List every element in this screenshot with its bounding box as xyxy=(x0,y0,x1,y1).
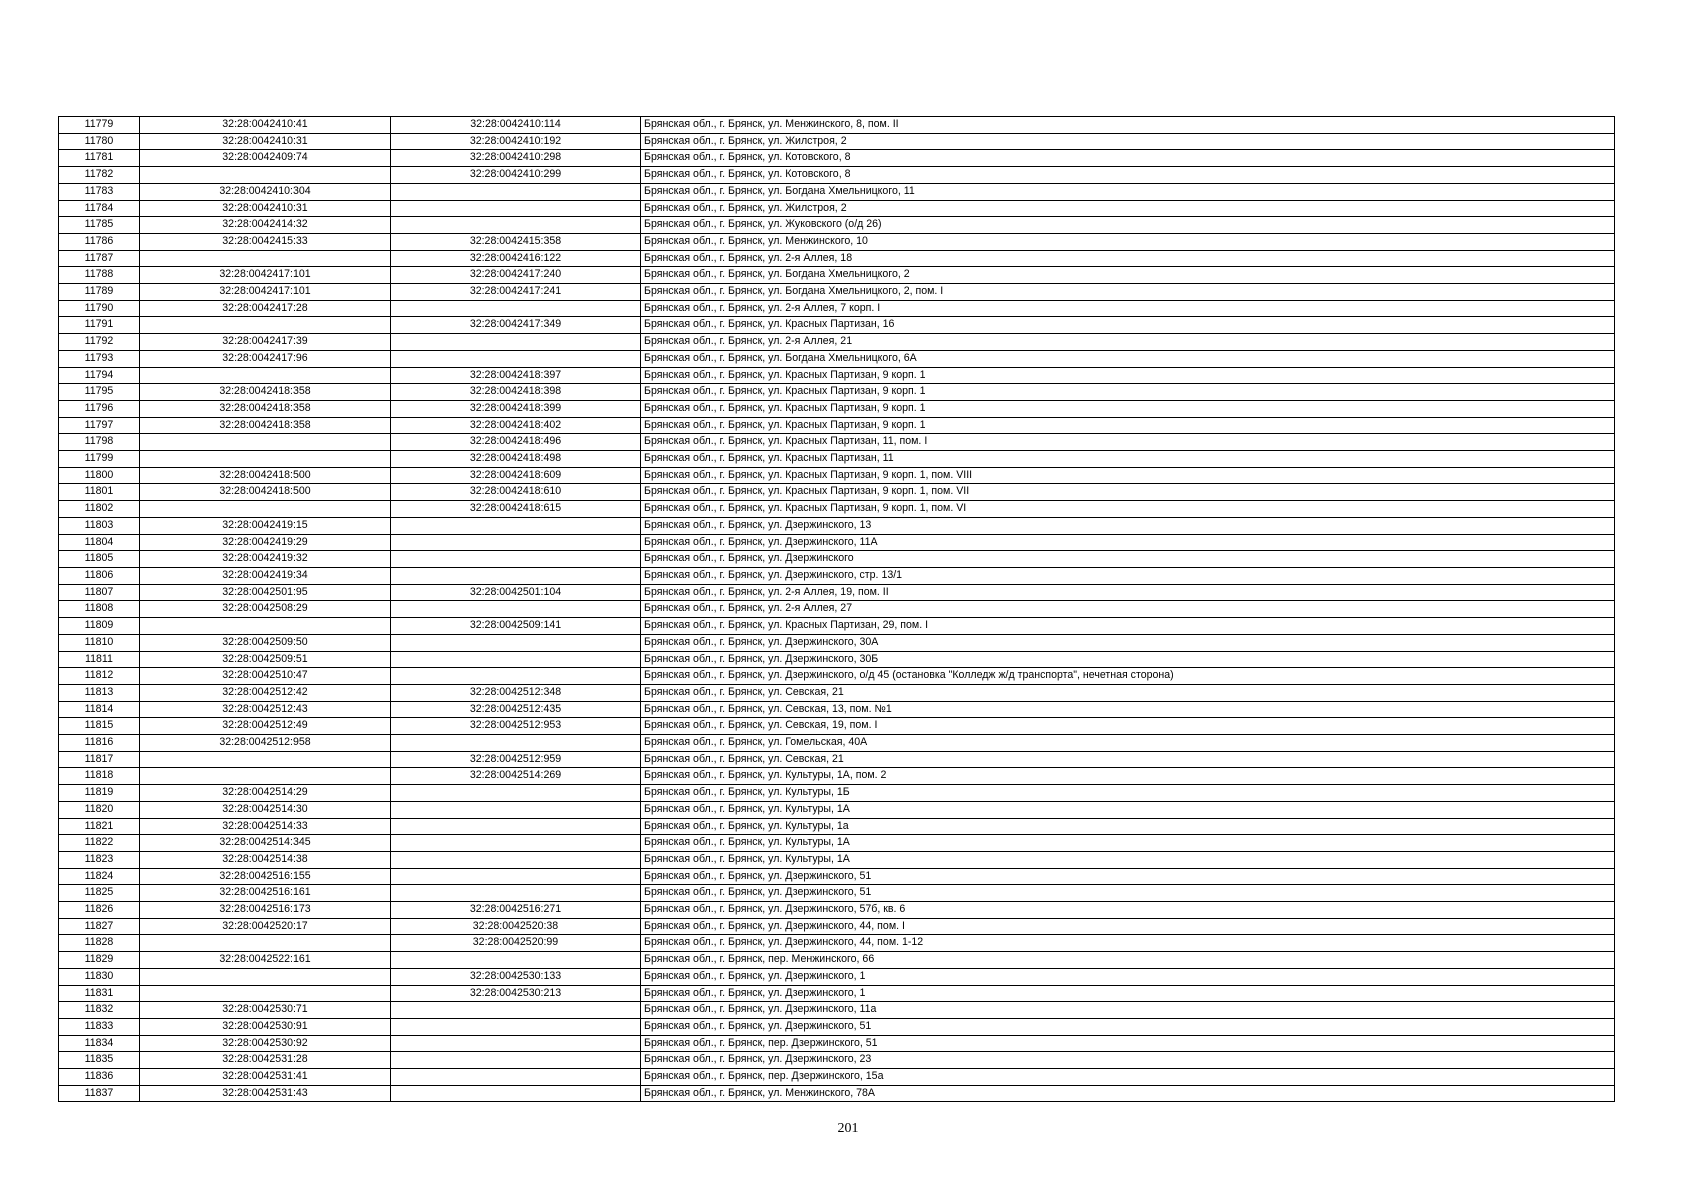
table-row xyxy=(59,551,1615,568)
table-row xyxy=(59,167,1615,184)
object-cadastral-cell: 32:28:0042516:271 xyxy=(391,902,641,919)
land-cadastral-cell xyxy=(140,968,391,985)
row-number-cell: 11798 xyxy=(59,434,140,451)
land-cadastral-cell: 32:28:0042514:33 xyxy=(140,818,391,835)
address-cell: Брянская обл., г. Брянск, ул. Красных Партизан, 29, пом. I xyxy=(641,618,1615,635)
land-cadastral-cell: 32:28:0042501:95 xyxy=(140,584,391,601)
table-body xyxy=(59,117,1615,1102)
object-cadastral-cell xyxy=(391,1018,641,1035)
address-cell: Брянская обл., г. Брянск, ул. Севская, 19, пом. I xyxy=(641,718,1615,735)
land-cadastral-cell: 32:28:0042409:74 xyxy=(140,150,391,167)
object-cadastral-cell: 32:28:0042410:298 xyxy=(391,150,641,167)
row-number-cell: 11803 xyxy=(59,517,140,534)
table-row xyxy=(59,350,1615,367)
table-row xyxy=(59,300,1615,317)
row-number-cell: 11833 xyxy=(59,1018,140,1035)
object-cadastral-cell: 32:28:0042418:610 xyxy=(391,484,641,501)
row-number-cell: 11817 xyxy=(59,751,140,768)
row-number-cell: 11811 xyxy=(59,651,140,668)
land-cadastral-cell xyxy=(140,434,391,451)
table-row xyxy=(59,233,1615,250)
object-cadastral-cell xyxy=(391,1002,641,1019)
address-cell: Брянская обл., г. Брянск, ул. Культуры, 1А xyxy=(641,835,1615,852)
table-row xyxy=(59,735,1615,752)
row-number-cell: 11804 xyxy=(59,534,140,551)
address-cell: Брянская обл., г. Брянск, ул. Культуры, 1а xyxy=(641,818,1615,835)
row-number-cell: 11810 xyxy=(59,634,140,651)
row-number-cell: 11824 xyxy=(59,868,140,885)
land-cadastral-cell: 32:28:0042419:29 xyxy=(140,534,391,551)
table-row xyxy=(59,200,1615,217)
table-row xyxy=(59,851,1615,868)
address-cell: Брянская обл., г. Брянск, ул. 2-я Аллея, 7 корп. I xyxy=(641,300,1615,317)
address-cell: Брянская обл., г. Брянск, ул. Культуры, 1А xyxy=(641,851,1615,868)
address-cell: Брянская обл., г. Брянск, ул. Жилстроя, 2 xyxy=(641,133,1615,150)
land-cadastral-cell: 32:28:0042516:173 xyxy=(140,902,391,919)
address-cell: Брянская обл., г. Брянск, ул. Красных Партизан, 9 корп. 1 xyxy=(641,417,1615,434)
table-row xyxy=(59,818,1615,835)
object-cadastral-cell xyxy=(391,200,641,217)
object-cadastral-cell xyxy=(391,1035,641,1052)
object-cadastral-cell: 32:28:0042509:141 xyxy=(391,618,641,635)
row-number-cell: 11801 xyxy=(59,484,140,501)
object-cadastral-cell: 32:28:0042418:397 xyxy=(391,367,641,384)
table-row xyxy=(59,1018,1615,1035)
address-cell: Брянская обл., г. Брянск, ул. Котовского, 8 xyxy=(641,150,1615,167)
row-number-cell: 11821 xyxy=(59,818,140,835)
row-number-cell: 11835 xyxy=(59,1052,140,1069)
address-cell: Брянская обл., г. Брянск, ул. Культуры, 1Б xyxy=(641,785,1615,802)
row-number-cell: 11827 xyxy=(59,918,140,935)
object-cadastral-cell xyxy=(391,601,641,618)
address-cell: Брянская обл., г. Брянск, ул. Богдана Хмельницкого, 11 xyxy=(641,183,1615,200)
address-cell: Брянская обл., г. Брянск, ул. Менжинского, 78А xyxy=(641,1085,1615,1102)
land-cadastral-cell: 32:28:0042531:41 xyxy=(140,1069,391,1086)
address-cell: Брянская обл., г. Брянск, ул. Жилстроя, 2 xyxy=(641,200,1615,217)
table-row xyxy=(59,183,1615,200)
row-number-cell: 11794 xyxy=(59,367,140,384)
object-cadastral-cell: 32:28:0042512:953 xyxy=(391,718,641,735)
table-row xyxy=(59,517,1615,534)
land-cadastral-cell: 32:28:0042530:92 xyxy=(140,1035,391,1052)
object-cadastral-cell xyxy=(391,851,641,868)
row-number-cell: 11806 xyxy=(59,567,140,584)
row-number-cell: 11831 xyxy=(59,985,140,1002)
object-cadastral-cell xyxy=(391,885,641,902)
address-cell: Брянская обл., г. Брянск, ул. Дзержинского, 11А xyxy=(641,534,1615,551)
address-cell: Брянская обл., г. Брянск, ул. Гомельская, 40А xyxy=(641,735,1615,752)
object-cadastral-cell xyxy=(391,634,641,651)
object-cadastral-cell xyxy=(391,868,641,885)
land-cadastral-cell: 32:28:0042418:500 xyxy=(140,467,391,484)
object-cadastral-cell: 32:28:0042514:269 xyxy=(391,768,641,785)
object-cadastral-cell xyxy=(391,952,641,969)
table-row xyxy=(59,885,1615,902)
address-cell: Брянская обл., г. Брянск, ул. Богдана Хмельницкого, 2, пом. I xyxy=(641,284,1615,301)
land-cadastral-cell: 32:28:0042514:345 xyxy=(140,835,391,852)
row-number-cell: 11820 xyxy=(59,801,140,818)
land-cadastral-cell xyxy=(140,367,391,384)
object-cadastral-cell xyxy=(391,217,641,234)
object-cadastral-cell xyxy=(391,785,641,802)
object-cadastral-cell xyxy=(391,534,641,551)
table-row xyxy=(59,217,1615,234)
row-number-cell: 11792 xyxy=(59,334,140,351)
land-cadastral-cell: 32:28:0042415:33 xyxy=(140,233,391,250)
page-number: 201 xyxy=(837,1121,859,1136)
row-number-cell: 11837 xyxy=(59,1085,140,1102)
address-cell: Брянская обл., г. Брянск, ул. Дзержинского, 30Б xyxy=(641,651,1615,668)
table-row xyxy=(59,367,1615,384)
table-row xyxy=(59,1052,1615,1069)
object-cadastral-cell: 32:28:0042501:104 xyxy=(391,584,641,601)
land-cadastral-cell: 32:28:0042509:50 xyxy=(140,634,391,651)
table-row xyxy=(59,868,1615,885)
table-row xyxy=(59,117,1615,134)
address-cell: Брянская обл., г. Брянск, ул. 2-я Аллея, 21 xyxy=(641,334,1615,351)
table-row xyxy=(59,567,1615,584)
address-cell: Брянская обл., г. Брянск, ул. 2-я Аллея, 19, пом. II xyxy=(641,584,1615,601)
table-row xyxy=(59,250,1615,267)
address-cell: Брянская обл., г. Брянск, пер. Дзержинского, 15а xyxy=(641,1069,1615,1086)
land-cadastral-cell xyxy=(140,768,391,785)
land-cadastral-cell: 32:28:0042418:358 xyxy=(140,417,391,434)
table-row xyxy=(59,317,1615,334)
land-cadastral-cell: 32:28:0042417:39 xyxy=(140,334,391,351)
object-cadastral-cell xyxy=(391,300,641,317)
address-cell: Брянская обл., г. Брянск, ул. Дзержинского, о/д 45 (остановка "Колледж ж/д транспорта", нечетная сторона) xyxy=(641,668,1615,685)
object-cadastral-cell: 32:28:0042417:240 xyxy=(391,267,641,284)
row-number-cell: 11797 xyxy=(59,417,140,434)
land-cadastral-cell: 32:28:0042419:34 xyxy=(140,567,391,584)
address-cell: Брянская обл., г. Брянск, ул. Дзержинского, 51 xyxy=(641,1018,1615,1035)
land-cadastral-cell xyxy=(140,618,391,635)
land-cadastral-cell: 32:28:0042419:15 xyxy=(140,517,391,534)
table-row xyxy=(59,400,1615,417)
land-cadastral-cell: 32:28:0042531:28 xyxy=(140,1052,391,1069)
land-cadastral-cell: 32:28:0042514:29 xyxy=(140,785,391,802)
land-cadastral-cell: 32:28:0042419:32 xyxy=(140,551,391,568)
address-cell: Брянская обл., г. Брянск, ул. Дзержинского, 11а xyxy=(641,1002,1615,1019)
row-number-cell: 11826 xyxy=(59,902,140,919)
address-cell: Брянская обл., г. Брянск, ул. Дзержинского xyxy=(641,551,1615,568)
address-cell: Брянская обл., г. Брянск, ул. Красных Партизан, 11 xyxy=(641,451,1615,468)
row-number-cell: 11818 xyxy=(59,768,140,785)
object-cadastral-cell: 32:28:0042520:99 xyxy=(391,935,641,952)
row-number-cell: 11783 xyxy=(59,183,140,200)
land-cadastral-cell: 32:28:0042512:42 xyxy=(140,684,391,701)
address-cell: Брянская обл., г. Брянск, ул. Красных Партизан, 9 корп. 1 xyxy=(641,400,1615,417)
row-number-cell: 11819 xyxy=(59,785,140,802)
row-number-cell: 11814 xyxy=(59,701,140,718)
land-cadastral-cell: 32:28:0042530:71 xyxy=(140,1002,391,1019)
object-cadastral-cell xyxy=(391,1085,641,1102)
land-cadastral-cell xyxy=(140,167,391,184)
address-cell: Брянская обл., г. Брянск, ул. Дзержинского, 1 xyxy=(641,985,1615,1002)
table-row xyxy=(59,434,1615,451)
table-row xyxy=(59,785,1615,802)
object-cadastral-cell xyxy=(391,1069,641,1086)
land-cadastral-cell: 32:28:0042512:49 xyxy=(140,718,391,735)
land-cadastral-cell: 32:28:0042522:161 xyxy=(140,952,391,969)
address-cell: Брянская обл., г. Брянск, ул. Красных Партизан, 9 корп. 1, пом. VII xyxy=(641,484,1615,501)
land-cadastral-cell: 32:28:0042509:51 xyxy=(140,651,391,668)
table-row xyxy=(59,935,1615,952)
object-cadastral-cell xyxy=(391,835,641,852)
table-row xyxy=(59,133,1615,150)
row-number-cell: 11816 xyxy=(59,735,140,752)
table-row xyxy=(59,451,1615,468)
address-cell: Брянская обл., г. Брянск, ул. Дзержинского, 44, пом. I xyxy=(641,918,1615,935)
land-cadastral-cell: 32:28:0042418:358 xyxy=(140,384,391,401)
row-number-cell: 11779 xyxy=(59,117,140,134)
land-cadastral-cell xyxy=(140,985,391,1002)
address-cell: Брянская обл., г. Брянск, ул. Севская, 21 xyxy=(641,751,1615,768)
land-cadastral-cell: 32:28:0042417:96 xyxy=(140,350,391,367)
address-cell: Брянская обл., г. Брянск, ул. Менжинского, 8, пом. II xyxy=(641,117,1615,134)
object-cadastral-cell xyxy=(391,334,641,351)
table-row xyxy=(59,1085,1615,1102)
address-cell: Брянская обл., г. Брянск, ул. Красных Партизан, 9 корп. 1 xyxy=(641,367,1615,384)
table-row xyxy=(59,384,1615,401)
table-row xyxy=(59,1035,1615,1052)
land-cadastral-cell: 32:28:0042512:958 xyxy=(140,735,391,752)
address-cell: Брянская обл., г. Брянск, пер. Менжинского, 66 xyxy=(641,952,1615,969)
land-cadastral-cell: 32:28:0042512:43 xyxy=(140,701,391,718)
object-cadastral-cell xyxy=(391,735,641,752)
row-number-cell: 11828 xyxy=(59,935,140,952)
address-cell: Брянская обл., г. Брянск, ул. Жуковского (о/д 26) xyxy=(641,217,1615,234)
object-cadastral-cell: 32:28:0042418:615 xyxy=(391,501,641,518)
row-number-cell: 11780 xyxy=(59,133,140,150)
table-row xyxy=(59,768,1615,785)
address-cell: Брянская обл., г. Брянск, ул. Дзержинского, 23 xyxy=(641,1052,1615,1069)
row-number-cell: 11796 xyxy=(59,400,140,417)
land-cadastral-cell xyxy=(140,250,391,267)
table-row xyxy=(59,601,1615,618)
table-row xyxy=(59,150,1615,167)
row-number-cell: 11790 xyxy=(59,300,140,317)
object-cadastral-cell: 32:28:0042417:241 xyxy=(391,284,641,301)
object-cadastral-cell: 32:28:0042417:349 xyxy=(391,317,641,334)
address-cell: Брянская обл., г. Брянск, ул. Культуры, 1А xyxy=(641,801,1615,818)
land-cadastral-cell xyxy=(140,935,391,952)
address-cell: Брянская обл., г. Брянск, ул. Котовского, 8 xyxy=(641,167,1615,184)
land-cadastral-cell: 32:28:0042417:28 xyxy=(140,300,391,317)
row-number-cell: 11809 xyxy=(59,618,140,635)
object-cadastral-cell: 32:28:0042512:959 xyxy=(391,751,641,768)
row-number-cell: 11808 xyxy=(59,601,140,618)
table-row xyxy=(59,467,1615,484)
object-cadastral-cell xyxy=(391,551,641,568)
object-cadastral-cell: 32:28:0042415:358 xyxy=(391,233,641,250)
object-cadastral-cell: 32:28:0042418:496 xyxy=(391,434,641,451)
land-cadastral-cell: 32:28:0042510:47 xyxy=(140,668,391,685)
address-cell: Брянская обл., г. Брянск, ул. 2-я Аллея, 18 xyxy=(641,250,1615,267)
row-number-cell: 11822 xyxy=(59,835,140,852)
table-row xyxy=(59,751,1615,768)
object-cadastral-cell: 32:28:0042418:609 xyxy=(391,467,641,484)
address-cell: Брянская обл., г. Брянск, ул. Культуры, 1А, пом. 2 xyxy=(641,768,1615,785)
address-cell: Брянская обл., г. Брянск, ул. Дзержинского, стр. 13/1 xyxy=(641,567,1615,584)
land-cadastral-cell: 32:28:0042520:17 xyxy=(140,918,391,935)
address-cell: Брянская обл., г. Брянск, пер. Дзержинского, 51 xyxy=(641,1035,1615,1052)
land-cadastral-cell: 32:28:0042410:41 xyxy=(140,117,391,134)
land-cadastral-cell: 32:28:0042514:30 xyxy=(140,801,391,818)
object-cadastral-cell: 32:28:0042410:114 xyxy=(391,117,641,134)
table-row xyxy=(59,501,1615,518)
table-row xyxy=(59,985,1615,1002)
row-number-cell: 11789 xyxy=(59,284,140,301)
row-number-cell: 11815 xyxy=(59,718,140,735)
object-cadastral-cell: 32:28:0042520:38 xyxy=(391,918,641,935)
table-row xyxy=(59,835,1615,852)
row-number-cell: 11787 xyxy=(59,250,140,267)
row-number-cell: 11813 xyxy=(59,684,140,701)
address-cell: Брянская обл., г. Брянск, ул. Дзержинского, 1 xyxy=(641,968,1615,985)
land-cadastral-cell xyxy=(140,501,391,518)
land-cadastral-cell xyxy=(140,451,391,468)
land-cadastral-cell: 32:28:0042516:161 xyxy=(140,885,391,902)
row-number-cell: 11825 xyxy=(59,885,140,902)
address-cell: Брянская обл., г. Брянск, ул. 2-я Аллея, 27 xyxy=(641,601,1615,618)
land-cadastral-cell: 32:28:0042514:38 xyxy=(140,851,391,868)
row-number-cell: 11812 xyxy=(59,668,140,685)
object-cadastral-cell: 32:28:0042416:122 xyxy=(391,250,641,267)
object-cadastral-cell: 32:28:0042512:348 xyxy=(391,684,641,701)
object-cadastral-cell: 32:28:0042410:299 xyxy=(391,167,641,184)
table-row xyxy=(59,1002,1615,1019)
object-cadastral-cell xyxy=(391,1052,641,1069)
address-cell: Брянская обл., г. Брянск, ул. Севская, 21 xyxy=(641,684,1615,701)
object-cadastral-cell xyxy=(391,567,641,584)
table-row xyxy=(59,902,1615,919)
table-row xyxy=(59,968,1615,985)
land-cadastral-cell: 32:28:0042530:91 xyxy=(140,1018,391,1035)
address-cell: Брянская обл., г. Брянск, ул. Севская, 13, пом. №1 xyxy=(641,701,1615,718)
land-cadastral-cell: 32:28:0042410:31 xyxy=(140,133,391,150)
table-row xyxy=(59,668,1615,685)
table-row xyxy=(59,618,1615,635)
land-cadastral-cell: 32:28:0042418:358 xyxy=(140,400,391,417)
land-cadastral-cell: 32:28:0042414:32 xyxy=(140,217,391,234)
row-number-cell: 11795 xyxy=(59,384,140,401)
table-row xyxy=(59,801,1615,818)
land-cadastral-cell: 32:28:0042410:304 xyxy=(140,183,391,200)
table-row xyxy=(59,484,1615,501)
object-cadastral-cell xyxy=(391,517,641,534)
object-cadastral-cell xyxy=(391,350,641,367)
row-number-cell: 11830 xyxy=(59,968,140,985)
land-cadastral-cell xyxy=(140,751,391,768)
table-row xyxy=(59,584,1615,601)
land-cadastral-cell: 32:28:0042418:500 xyxy=(140,484,391,501)
address-cell: Брянская обл., г. Брянск, ул. Дзержинского, 13 xyxy=(641,517,1615,534)
address-cell: Брянская обл., г. Брянск, ул. Дзержинского, 51 xyxy=(641,868,1615,885)
object-cadastral-cell: 32:28:0042530:133 xyxy=(391,968,641,985)
row-number-cell: 11788 xyxy=(59,267,140,284)
row-number-cell: 11829 xyxy=(59,952,140,969)
row-number-cell: 11836 xyxy=(59,1069,140,1086)
row-number-cell: 11832 xyxy=(59,1002,140,1019)
row-number-cell: 11782 xyxy=(59,167,140,184)
registry-table xyxy=(58,116,1615,1102)
table-row xyxy=(59,417,1615,434)
object-cadastral-cell xyxy=(391,668,641,685)
land-cadastral-cell: 32:28:0042417:101 xyxy=(140,267,391,284)
land-cadastral-cell: 32:28:0042417:101 xyxy=(140,284,391,301)
table-row xyxy=(59,334,1615,351)
land-cadastral-cell: 32:28:0042531:43 xyxy=(140,1085,391,1102)
table-row xyxy=(59,284,1615,301)
row-number-cell: 11823 xyxy=(59,851,140,868)
row-number-cell: 11805 xyxy=(59,551,140,568)
object-cadastral-cell: 32:28:0042418:399 xyxy=(391,400,641,417)
address-cell: Брянская обл., г. Брянск, ул. Богдана Хмельницкого, 6А xyxy=(641,350,1615,367)
row-number-cell: 11834 xyxy=(59,1035,140,1052)
row-number-cell: 11785 xyxy=(59,217,140,234)
object-cadastral-cell xyxy=(391,818,641,835)
table-row xyxy=(59,952,1615,969)
land-cadastral-cell: 32:28:0042508:29 xyxy=(140,601,391,618)
table-row xyxy=(59,1069,1615,1086)
table-row xyxy=(59,718,1615,735)
row-number-cell: 11807 xyxy=(59,584,140,601)
object-cadastral-cell: 32:28:0042418:398 xyxy=(391,384,641,401)
object-cadastral-cell: 32:28:0042418:498 xyxy=(391,451,641,468)
address-cell: Брянская обл., г. Брянск, ул. Дзержинского, 30А xyxy=(641,634,1615,651)
table-row xyxy=(59,534,1615,551)
address-cell: Брянская обл., г. Брянск, ул. Дзержинского, 51 xyxy=(641,885,1615,902)
table-row xyxy=(59,634,1615,651)
row-number-cell: 11802 xyxy=(59,501,140,518)
row-number-cell: 11784 xyxy=(59,200,140,217)
address-cell: Брянская обл., г. Брянск, ул. Дзержинского, 57б, кв. 6 xyxy=(641,902,1615,919)
address-cell: Брянская обл., г. Брянск, ул. Красных Партизан, 16 xyxy=(641,317,1615,334)
land-cadastral-cell: 32:28:0042410:31 xyxy=(140,200,391,217)
object-cadastral-cell: 32:28:0042512:435 xyxy=(391,701,641,718)
row-number-cell: 11781 xyxy=(59,150,140,167)
row-number-cell: 11800 xyxy=(59,467,140,484)
address-cell: Брянская обл., г. Брянск, ул. Богдана Хмельницкого, 2 xyxy=(641,267,1615,284)
row-number-cell: 11793 xyxy=(59,350,140,367)
object-cadastral-cell xyxy=(391,651,641,668)
table-row xyxy=(59,701,1615,718)
table-row xyxy=(59,651,1615,668)
object-cadastral-cell: 32:28:0042530:213 xyxy=(391,985,641,1002)
table-row xyxy=(59,918,1615,935)
land-cadastral-cell: 32:28:0042516:155 xyxy=(140,868,391,885)
object-cadastral-cell: 32:28:0042418:402 xyxy=(391,417,641,434)
address-cell: Брянская обл., г. Брянск, ул. Красных Партизан, 9 корп. 1, пом. VI xyxy=(641,501,1615,518)
row-number-cell: 11786 xyxy=(59,233,140,250)
address-cell: Брянская обл., г. Брянск, ул. Красных Партизан, 9 корп. 1 xyxy=(641,384,1615,401)
object-cadastral-cell xyxy=(391,801,641,818)
address-cell: Брянская обл., г. Брянск, ул. Красных Партизан, 9 корп. 1, пом. VIII xyxy=(641,467,1615,484)
row-number-cell: 11799 xyxy=(59,451,140,468)
table-row xyxy=(59,684,1615,701)
address-cell: Брянская обл., г. Брянск, ул. Красных Партизан, 11, пом. I xyxy=(641,434,1615,451)
address-cell: Брянская обл., г. Брянск, ул. Дзержинского, 44, пом. 1-12 xyxy=(641,935,1615,952)
row-number-cell: 11791 xyxy=(59,317,140,334)
address-cell: Брянская обл., г. Брянск, ул. Менжинского, 10 xyxy=(641,233,1615,250)
land-cadastral-cell xyxy=(140,317,391,334)
object-cadastral-cell xyxy=(391,183,641,200)
object-cadastral-cell: 32:28:0042410:192 xyxy=(391,133,641,150)
table-row xyxy=(59,267,1615,284)
